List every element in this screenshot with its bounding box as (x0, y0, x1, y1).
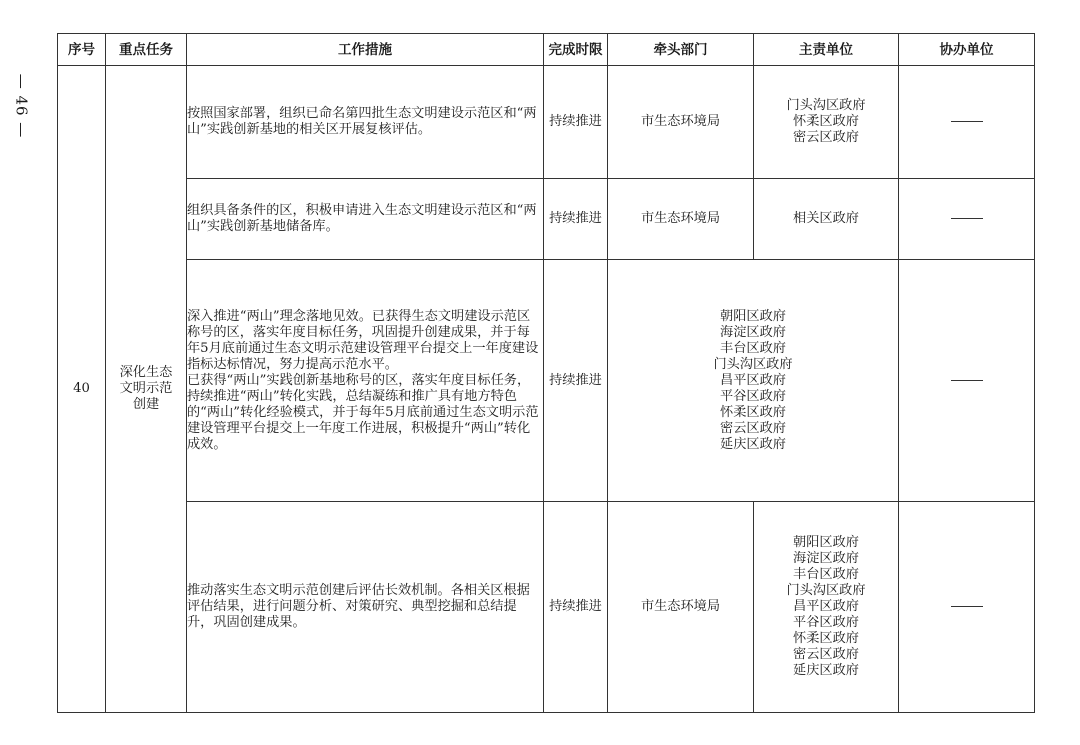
deadline-cell: 持续推进 (544, 260, 608, 502)
responsible-item: 平谷区政府 (720, 388, 786, 404)
header-index: 序号 (58, 34, 106, 66)
table-row (58, 179, 1035, 260)
index-cell: 40 (58, 66, 106, 713)
header-task: 重点任务 (106, 34, 187, 66)
em-dash-line (951, 380, 983, 381)
page-number-text: — 46 — (12, 73, 30, 139)
lead-cell: 市生态环境局 (608, 502, 754, 713)
task-line: 深化生态 (119, 365, 173, 380)
responsible-item: 海淀区政府 (720, 324, 786, 340)
responsible-item: 怀柔区政府 (793, 114, 859, 129)
measure-cell (187, 260, 544, 502)
header-deadline: 完成时限 (544, 34, 608, 66)
responsible-item: 平谷区政府 (793, 615, 859, 630)
measure-cell (187, 66, 544, 179)
responsible-item: 延庆区政府 (720, 436, 786, 452)
assist-cell (899, 260, 1035, 502)
responsible-item: 密云区政府 (720, 420, 786, 436)
responsible-cell (754, 66, 899, 179)
table-row (58, 66, 1035, 179)
measure-text: 推动落实生态文明示范创建后评估长效机制。各相关区根据评估结果，进行问题分析、对策研究、典型挖掘和总结提升，巩固创建成果。 (187, 583, 530, 630)
responsible-item: 密云区政府 (793, 647, 859, 662)
em-dash-line (951, 121, 983, 122)
assist-cell (899, 179, 1035, 260)
deadline-cell: 持续推进 (544, 66, 608, 179)
responsible-item: 门头沟区政府 (713, 356, 793, 372)
measure-cell (187, 179, 544, 260)
deadline-cell: 持续推进 (544, 179, 608, 260)
header-responsible: 主责单位 (754, 34, 899, 66)
lead-cell: 市生态环境局 (608, 179, 754, 260)
lead-cell: 市生态环境局 (608, 66, 754, 179)
em-dash-line (951, 606, 983, 607)
responsible-item: 门头沟区政府 (786, 583, 866, 598)
task-line: 创建 (132, 397, 160, 412)
measure-text: 深入推进“两山”理念落地见效。已获得生态文明建设示范区称号的区，落实年度目标任务，巩固提升创建成果，并于每年5月底前通过生态文明示范建设管理平台提交上一年度建设指标达标情况，努力提高示范水平。 (187, 308, 539, 372)
responsible-item: 怀柔区政府 (720, 404, 786, 420)
responsible-cell (754, 179, 899, 260)
responsible-item: 丰台区政府 (793, 567, 859, 582)
responsible-cell (754, 502, 899, 713)
header-measure: 工作措施 (187, 34, 544, 66)
table-row (58, 502, 1035, 713)
responsible-item: 海淀区政府 (793, 551, 859, 566)
measure-cell (187, 502, 544, 713)
lead-responsible-cell (608, 260, 899, 502)
task-table (57, 33, 1035, 713)
responsible-item: 密云区政府 (793, 130, 859, 145)
assist-cell (899, 502, 1035, 713)
responsible-item: 门头沟区政府 (786, 98, 866, 113)
responsible-item: 怀柔区政府 (793, 631, 859, 646)
responsible-item: 昌平区政府 (720, 372, 786, 388)
responsible-item: 相关区政府 (793, 211, 859, 226)
task-cell (106, 66, 187, 713)
responsible-item: 昌平区政府 (793, 599, 859, 614)
responsible-item: 延庆区政府 (793, 663, 859, 678)
table-row (58, 260, 1035, 502)
responsible-item: 朝阳区政府 (793, 535, 859, 550)
header-assist: 协办单位 (899, 34, 1035, 66)
header-lead: 牵头部门 (608, 34, 754, 66)
responsible-item: 丰台区政府 (720, 340, 786, 356)
responsible-item: 朝阳区政府 (720, 308, 786, 324)
deadline-cell: 持续推进 (544, 502, 608, 713)
page-number (8, 58, 34, 154)
task-line: 文明示范 (119, 381, 173, 396)
measure-text: 组织具备条件的区，积极申请进入生态文明建设示范区和“两山”实践创新基地储备库。 (187, 203, 537, 234)
assist-cell (899, 66, 1035, 179)
header-row (58, 34, 1035, 66)
measure-text: 按照国家部署，组织已命名第四批生态文明建设示范区和“两山”实践创新基地的相关区开展复核评估。 (187, 106, 537, 137)
em-dash-line (951, 218, 983, 219)
measure-text: 已获得“两山”实践创新基地称号的区，落实年度目标任务，持续推进“两山”转化实践，总结凝练和推广具有地方特色的“两山”转化经验模式，并于每年5月底前通过生态文明示范建设管理平台提交上一年度工作进展，积极提升“两山”转化成效。 (187, 372, 539, 452)
